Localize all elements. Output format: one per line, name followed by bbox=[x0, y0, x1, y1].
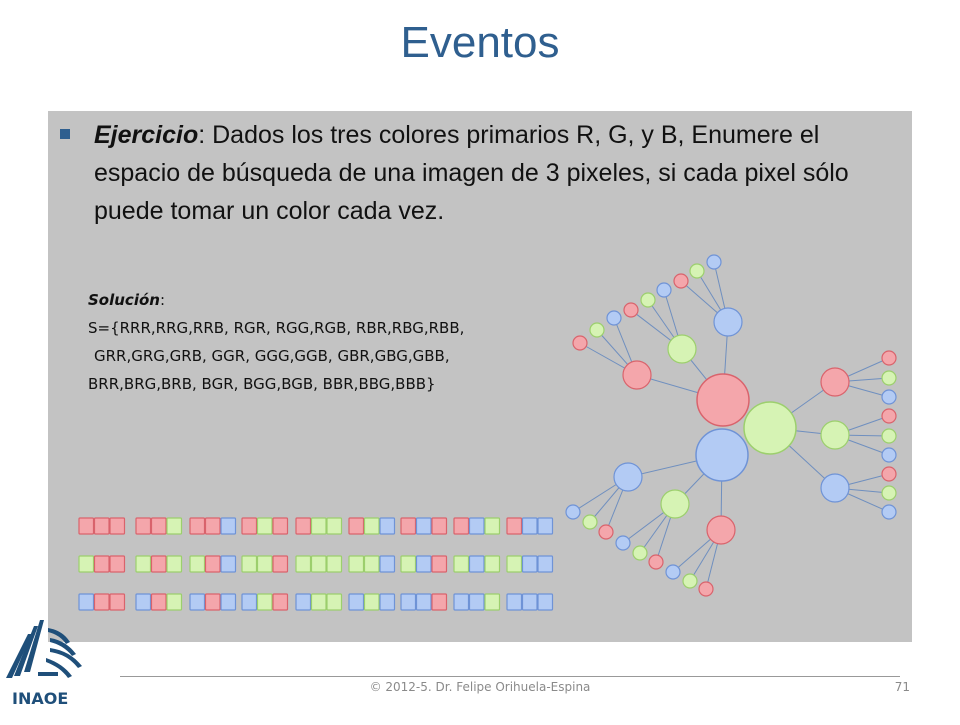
solution-block bbox=[88, 286, 568, 398]
solution-line-1: S={RRR,RRG,RRB, RGR, RGG,RGB, RBR,RBG,RBB, bbox=[88, 319, 465, 337]
slide-title: Eventos bbox=[400, 18, 560, 67]
exercise-term: Ejercicio bbox=[94, 121, 199, 149]
footer-copyright: © 2012-5. Dr. Felipe Orihuela-Espina bbox=[369, 680, 591, 694]
footer bbox=[0, 676, 960, 700]
exercise-bullet bbox=[94, 116, 884, 230]
logo-text: INAOE bbox=[12, 689, 69, 708]
footer-divider bbox=[120, 676, 900, 677]
solution-line-2: GRR,GRG,GRB, GGR, GGG,GGB, GBR,GBG,GBB, bbox=[94, 347, 450, 365]
page-number: 71 bbox=[894, 680, 910, 694]
bullet-square-icon bbox=[60, 129, 70, 139]
solution-label-suffix: : bbox=[159, 291, 166, 309]
inaoe-logo-icon bbox=[0, 612, 96, 720]
exercise-text: : Dados los tres colores primarios R, G, y B, Enumere el espacio de búsqueda de una imagen de 3 pixeles, si cada pixel sólo puede tomar un color cada vez. bbox=[94, 121, 849, 225]
solution-label: Solución bbox=[88, 291, 160, 309]
solution-line-3: BRR,BRG,BRB, BGR, BGG,BGB, BBR,BBG,BBB} bbox=[88, 375, 436, 393]
solution-label-line bbox=[88, 286, 568, 314]
